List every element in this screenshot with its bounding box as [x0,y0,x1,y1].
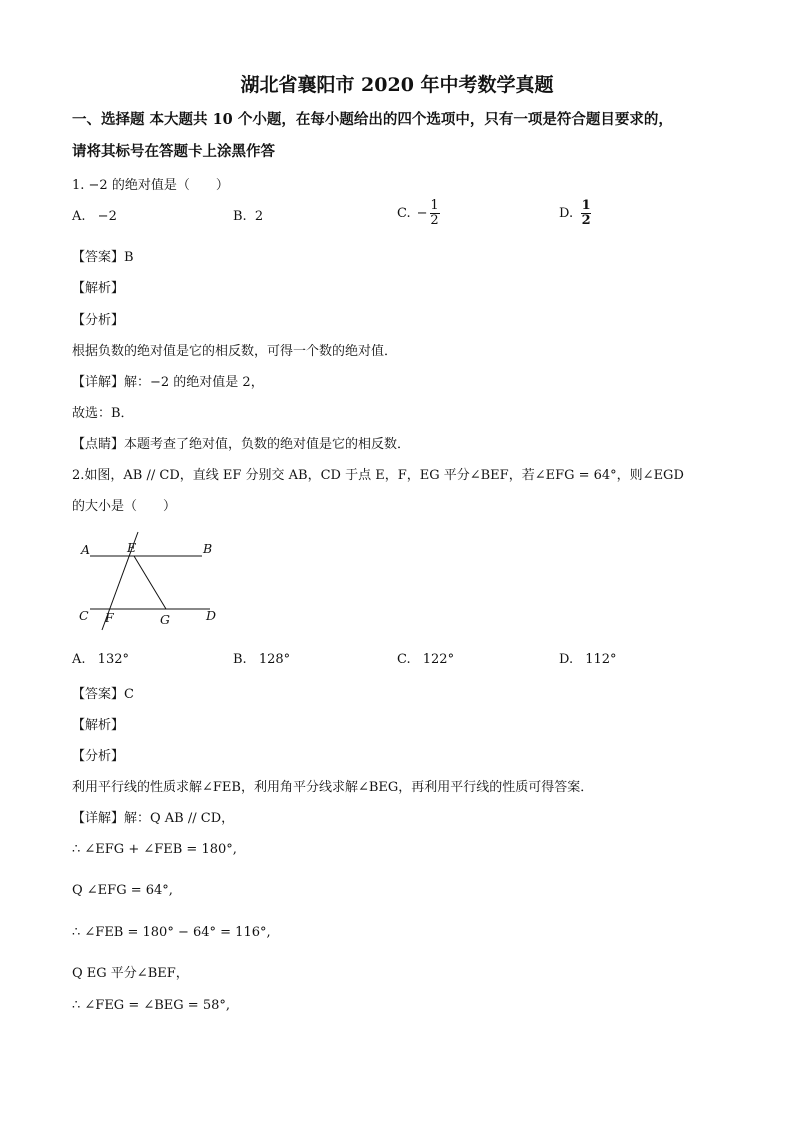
q1-option-d [559,199,591,227]
q2-analysis-heading: 【解析】 [72,718,125,733]
q2-step-6: ∴ ∠FEG = ∠BEG = 58°, [72,998,230,1013]
q1-fenxi-text: 根据负数的绝对值是它的相反数，可得一个数的绝对值． [72,344,398,359]
point-label-g: G [160,612,170,627]
q1-option-a-label: A. [72,209,86,224]
point-label-e: E [127,540,137,555]
q1-option-d-label: D. [559,205,574,221]
q2-option-b [233,652,290,667]
q1-option-b [233,209,263,224]
q2-option-c-label: C. [397,652,411,667]
q1-option-c-denominator: 2 [430,212,439,228]
section-heading-line2: 请将其标号在答题卡上涂黑作答 [72,143,275,160]
q2-option-a [72,652,129,667]
q1-detail: 【详解】解：−2 的绝对值是 2， [72,375,264,390]
q2-stem-line1: 2.如图，AB // CD，直线 EF 分别交 AB，CD 于点 E，F，EG 平分∠BEF，若∠EFG = 64°，则∠EGD [72,468,684,483]
point-label-a: A [81,542,91,557]
q2-option-c-value: 122° [422,652,455,667]
q1-stem: 1. −2 的绝对值是（ ） [72,178,229,193]
q1-option-a-value: −2 [97,209,117,224]
q1-option-d-fraction [581,199,591,227]
q2-option-a-label: A. [72,652,86,667]
q1-comment: 【点睛】本题考查了绝对值，负数的绝对值是它的相反数． [72,437,411,452]
q1-option-d-numerator: 1 [581,198,591,213]
q2-option-d-label: D. [559,652,574,667]
q1-option-c-fraction [430,199,440,227]
q1-option-b-label: B. [233,209,247,224]
q1-option-c-label: C. [397,205,411,221]
q1-answer: 【答案】B [72,250,134,265]
q2-option-a-value: 132° [97,652,129,667]
q1-option-c [397,199,440,227]
q2-stem-line2: 的大小是（ ） [72,499,177,514]
q2-option-b-label: B. [233,652,247,667]
q1-option-c-numerator: 1 [430,198,439,213]
q2-answer: 【答案】C [72,687,134,702]
q1-option-a [72,209,117,224]
q1-analysis-heading: 【解析】 [72,281,125,296]
q2-fenxi-heading: 【分析】 [72,749,125,764]
segment-eg [134,556,166,609]
q2-option-d-value: 112° [585,652,617,667]
q2-option-b-value: 128° [258,652,291,667]
q2-fenxi-text: 利用平行线的性质求解∠FEB，利用角平分线求解∠BEG，再利用平行线的性质可得答案． [72,780,594,795]
q2-step-1: 【详解】解：Q AB // CD， [72,811,235,826]
point-label-b: B [203,541,213,556]
q1-option-b-value: 2 [254,209,264,224]
point-label-c: C [79,608,89,623]
q1-option-d-denominator: 2 [581,212,591,228]
section-heading-line1: 一、选择题 本大题共 10 个小题，在每小题给出的四个选项中，只有一项是符合题目要求的， [72,111,673,128]
q2-option-d [559,652,617,667]
parallel-lines-figure [72,526,232,634]
q1-option-c-sign: − [416,205,428,221]
q2-step-5: Q EG 平分∠BEF， [72,966,189,981]
point-label-f: F [105,610,114,625]
point-label-d: D [206,608,217,623]
q2-step-4: ∴ ∠FEB = 180° − 64° = 116°, [72,925,271,940]
page-title: 湖北省襄阳市 2020 年中考数学真题 [240,74,554,96]
q2-option-c [397,652,454,667]
q1-fenxi-heading: 【分析】 [72,313,125,328]
q1-choose: 故选：B． [72,406,134,421]
q2-step-2: ∴ ∠EFG + ∠FEB = 180°, [72,842,237,857]
q2-step-3: Q ∠EFG = 64°, [72,883,173,898]
